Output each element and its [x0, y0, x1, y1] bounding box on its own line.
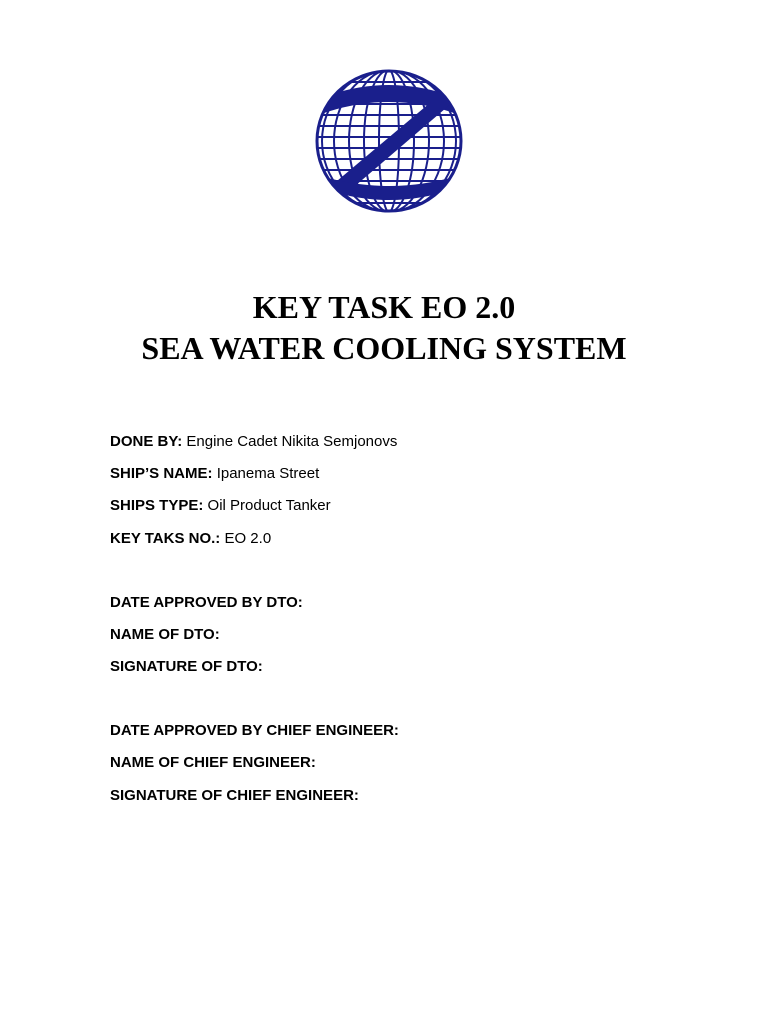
- dto-name-field: [110, 625, 220, 645]
- done-by-value: Engine Cadet Nikita Semjonovs: [186, 433, 398, 450]
- chief-date-label: DATE APPROVED BY CHIEF ENGINEER:: [110, 722, 399, 739]
- done-by-field: [110, 432, 397, 452]
- ship-type-field: [110, 496, 331, 516]
- document-title-line-2: SEA WATER COOLING SYSTEM: [141, 330, 627, 366]
- key-task-no-field: [110, 529, 271, 549]
- ship-name-label: SHIP’S NAME:: [110, 465, 213, 482]
- ship-name-field: [110, 464, 319, 484]
- dto-signature-field: [110, 657, 263, 677]
- dto-signature-label: SIGNATURE OF DTO:: [110, 658, 263, 675]
- chief-name-label: NAME OF CHIEF ENGINEER:: [110, 754, 316, 771]
- done-by-label: DONE BY:: [110, 433, 183, 450]
- chief-date-field: [110, 721, 399, 741]
- dto-date-field: [110, 593, 303, 613]
- ship-name-value: Ipanema Street: [216, 465, 320, 482]
- chief-signature-label: SIGNATURE OF CHIEF ENGINEER:: [110, 787, 359, 804]
- dto-name-label: NAME OF DTO:: [110, 626, 220, 643]
- globe-z-logo-icon: [313, 68, 465, 214]
- ship-type-value: Oil Product Tanker: [207, 497, 331, 514]
- chief-signature-field: [110, 786, 359, 806]
- ship-type-label: SHIPS TYPE:: [110, 497, 204, 514]
- dto-date-label: DATE APPROVED BY DTO:: [110, 594, 303, 611]
- document-title-line-1: KEY TASK EO 2.0: [252, 289, 516, 325]
- chief-name-field: [110, 753, 316, 773]
- key-task-no-label: KEY TAKS NO.:: [110, 530, 221, 547]
- key-task-no-value: EO 2.0: [224, 530, 272, 547]
